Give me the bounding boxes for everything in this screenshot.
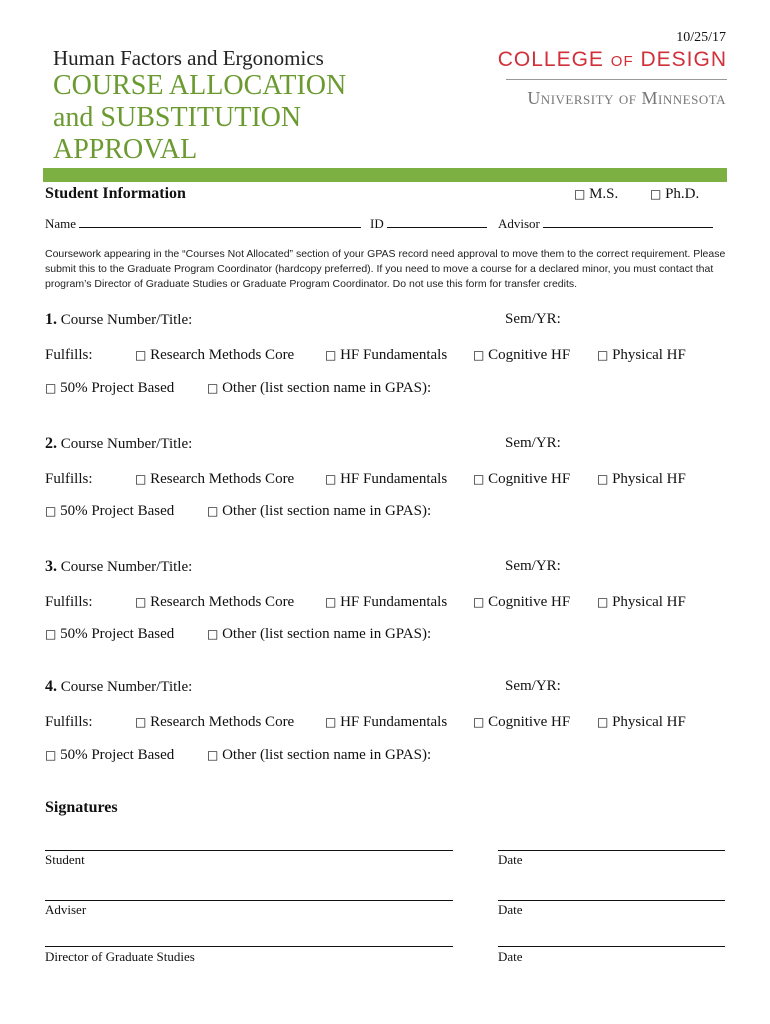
adviser-signature-line[interactable]	[45, 900, 453, 901]
logo-design-text: DESIGN	[640, 48, 727, 71]
sem-yr-field[interactable]: Sem/YR:	[505, 311, 561, 327]
option-other[interactable]	[207, 747, 431, 764]
checkbox-icon[interactable]: □	[135, 715, 147, 729]
name-label: Name	[45, 216, 77, 231]
option-label: HF Fundamentals	[340, 714, 448, 730]
option-label: HF Fundamentals	[340, 594, 448, 610]
checkbox-icon[interactable]: □	[325, 348, 337, 362]
option-label: Research Methods Core	[150, 714, 295, 730]
adviser-date-label: Date	[498, 902, 523, 917]
option-50-project-based[interactable]	[45, 747, 174, 764]
instructions-text: Coursework appearing in the “Courses Not Allocated” section of your GPAS record need approval to move them to the correct requirement. Please submit this to the Graduate Program Coordinator (hardcopy preferred). If you need to move a course for a declared minor, you must contact that program’s Director of Graduate Studies or Graduate Program Coordinator. Do not use this form for transfer credits.	[45, 248, 726, 290]
option-research-methods-core[interactable]	[135, 714, 294, 731]
university-logo-text: University of Minnesota	[527, 88, 726, 108]
option-label: 50% Project Based	[60, 626, 175, 642]
title-line-2: and SUBSTITUTION	[53, 102, 302, 133]
course-number-title[interactable]	[45, 311, 192, 329]
checkbox-icon[interactable]: □	[597, 715, 609, 729]
checkbox-icon[interactable]: □	[325, 472, 337, 486]
checkbox-icon[interactable]: □	[207, 381, 219, 395]
dgs-date-line[interactable]	[498, 946, 725, 947]
form-date: 10/25/17	[676, 30, 726, 45]
degree-ms-option[interactable]	[574, 186, 618, 203]
option-other[interactable]	[207, 503, 431, 520]
course-number-title[interactable]	[45, 678, 192, 696]
option-label: Cognitive HF	[488, 714, 571, 730]
course-label: Course Number/Title:	[60, 312, 193, 328]
checkbox-icon[interactable]: □	[473, 715, 485, 729]
option-cognitive-hf[interactable]	[473, 347, 570, 364]
option-label: Cognitive HF	[488, 594, 571, 610]
option-physical-hf[interactable]	[597, 594, 686, 611]
option-research-methods-core[interactable]	[135, 347, 294, 364]
dgs-signature-line[interactable]	[45, 946, 453, 947]
fulfills-label: Fulfills:	[45, 347, 93, 363]
option-other[interactable]	[207, 380, 431, 397]
advisor-input-line[interactable]	[543, 227, 713, 228]
logo-college-text: COLLEGE	[497, 48, 604, 71]
option-label: Physical HF	[612, 594, 686, 610]
student-date-line[interactable]	[498, 850, 725, 851]
checkbox-icon[interactable]: □	[45, 381, 57, 395]
option-physical-hf[interactable]	[597, 471, 686, 488]
option-cognitive-hf[interactable]	[473, 471, 570, 488]
option-label: 50% Project Based	[60, 380, 175, 396]
checkbox-icon[interactable]: □	[574, 187, 586, 201]
course-number-title[interactable]	[45, 435, 192, 453]
checkbox-icon[interactable]: □	[45, 627, 57, 641]
option-label: Other (list section name in GPAS):	[222, 626, 432, 642]
id-field[interactable]	[370, 216, 487, 232]
option-label: Physical HF	[612, 471, 686, 487]
option-50-project-based[interactable]	[45, 380, 174, 397]
advisor-label: Advisor	[498, 216, 540, 231]
checkbox-icon[interactable]: □	[207, 748, 219, 762]
course-label: Course Number/Title:	[60, 436, 193, 452]
logo-divider	[506, 79, 727, 80]
checkbox-icon[interactable]: □	[135, 348, 147, 362]
option-label: Research Methods Core	[150, 471, 295, 487]
checkbox-icon[interactable]: □	[325, 715, 337, 729]
option-hf-fundamentals[interactable]	[325, 347, 447, 364]
checkbox-icon[interactable]: □	[597, 595, 609, 609]
name-input-line[interactable]	[79, 227, 361, 228]
checkbox-icon[interactable]: □	[45, 748, 57, 762]
title-line-3: APPROVAL	[53, 134, 198, 165]
fulfills-label: Fulfills:	[45, 594, 93, 610]
checkbox-icon[interactable]: □	[207, 627, 219, 641]
option-label: Research Methods Core	[150, 347, 295, 363]
option-hf-fundamentals[interactable]	[325, 471, 447, 488]
option-cognitive-hf[interactable]	[473, 594, 570, 611]
option-label: Cognitive HF	[488, 471, 571, 487]
option-label: Cognitive HF	[488, 347, 571, 363]
form-title	[53, 70, 346, 166]
checkbox-icon[interactable]: □	[207, 504, 219, 518]
course-number-title[interactable]	[45, 558, 192, 576]
checkbox-icon[interactable]: □	[325, 595, 337, 609]
option-hf-fundamentals[interactable]	[325, 594, 447, 611]
checkbox-icon[interactable]: □	[650, 187, 662, 201]
option-50-project-based[interactable]	[45, 503, 174, 520]
checkbox-icon[interactable]: □	[135, 472, 147, 486]
option-hf-fundamentals[interactable]	[325, 714, 447, 731]
degree-phd-label: Ph.D.	[665, 186, 700, 202]
course-index: 4.	[45, 678, 57, 695]
dgs-signature-label: Director of Graduate Studies	[45, 949, 195, 964]
course-label: Course Number/Title:	[60, 679, 193, 695]
course-label: Course Number/Title:	[60, 559, 193, 575]
option-label: Research Methods Core	[150, 594, 295, 610]
checkbox-icon[interactable]: □	[135, 595, 147, 609]
option-label: 50% Project Based	[60, 503, 175, 519]
advisor-field[interactable]	[498, 216, 713, 232]
checkbox-icon[interactable]: □	[45, 504, 57, 518]
student-date-label: Date	[498, 852, 523, 867]
checkbox-icon[interactable]: □	[473, 472, 485, 486]
id-input-line[interactable]	[387, 227, 487, 228]
adviser-date-line[interactable]	[498, 900, 725, 901]
program-name: Human Factors and Ergonomics	[53, 46, 324, 70]
title-line-1: COURSE ALLOCATION	[53, 70, 347, 101]
name-field[interactable]	[45, 216, 361, 232]
option-label: 50% Project Based	[60, 747, 175, 763]
fulfills-label: Fulfills:	[45, 471, 93, 487]
option-research-methods-core[interactable]	[135, 594, 294, 611]
option-label: Physical HF	[612, 714, 686, 730]
option-label: HF Fundamentals	[340, 347, 448, 363]
logo-of-text: OF	[610, 53, 634, 70]
option-physical-hf[interactable]	[597, 714, 686, 731]
option-cognitive-hf[interactable]	[473, 714, 570, 731]
option-research-methods-core[interactable]	[135, 471, 294, 488]
option-50-project-based[interactable]	[45, 626, 174, 643]
checkbox-icon[interactable]: □	[597, 348, 609, 362]
student-signature-label: Student	[45, 852, 85, 867]
course-index: 1.	[45, 311, 57, 328]
checkbox-icon[interactable]: □	[597, 472, 609, 486]
course-index: 2.	[45, 435, 57, 452]
header-green-bar	[43, 168, 727, 182]
sem-yr-field[interactable]: Sem/YR:	[505, 558, 561, 574]
fulfills-label: Fulfills:	[45, 714, 93, 730]
option-physical-hf[interactable]	[597, 347, 686, 364]
option-other[interactable]	[207, 626, 431, 643]
option-label: HF Fundamentals	[340, 471, 448, 487]
course-index: 3.	[45, 558, 57, 575]
option-label: Other (list section name in GPAS):	[222, 747, 432, 763]
checkbox-icon[interactable]: □	[473, 348, 485, 362]
student-info-heading: Student Information	[45, 185, 186, 202]
sem-yr-field[interactable]: Sem/YR:	[505, 678, 561, 694]
checkbox-icon[interactable]: □	[473, 595, 485, 609]
option-label: Other (list section name in GPAS):	[222, 380, 432, 396]
student-signature-line[interactable]	[45, 850, 453, 851]
option-label: Other (list section name in GPAS):	[222, 503, 432, 519]
degree-phd-option[interactable]	[650, 186, 699, 203]
dgs-date-label: Date	[498, 949, 523, 964]
option-label: Physical HF	[612, 347, 686, 363]
degree-ms-label: M.S.	[589, 186, 619, 202]
id-label: ID	[370, 216, 384, 231]
college-of-design-logo	[498, 48, 727, 72]
signatures-heading: Signatures	[45, 799, 118, 816]
adviser-signature-label: Adviser	[45, 902, 87, 917]
sem-yr-field[interactable]: Sem/YR:	[505, 435, 561, 451]
